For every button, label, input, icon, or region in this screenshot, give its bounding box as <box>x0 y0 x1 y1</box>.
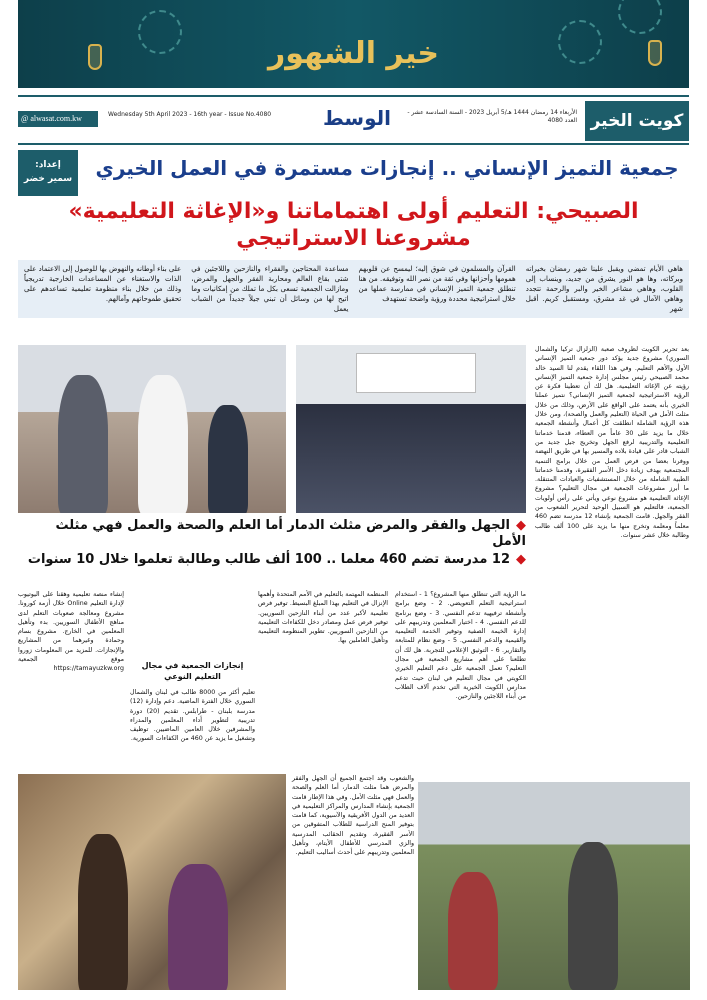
photo-officials-with-children <box>18 345 286 513</box>
intro-paragraph: على بناء أوطانه والنهوض بها للوصول إلى الاعتماد على الذات والاستغناء عن المساعدات الخارجية تدريجياً وذلك من خلال بناء منظومة تعليمية تساعدهم على تحقيق طموحاتهم وآمالهم. <box>24 265 182 303</box>
banner-title: خير الشهور <box>268 36 439 71</box>
intro-paragraph: القرآن والمسلمون في شوق إليه؛ ليمسح عن قلوبهم همومها وأحزانها وفي ثقة من نصر الله وتوفيقه. من هنا تنطلق جمعية التميز الإنساني في ممارسة عملها من خلال استراتيجية محددة ورؤية واضحة تستهدف <box>358 265 516 303</box>
intro-box <box>18 260 689 318</box>
diamond-bullet-icon: ◆ <box>516 552 526 567</box>
photo-children-planting <box>418 782 690 990</box>
photo-african-children <box>18 774 286 990</box>
date-english: Wednesday 5th April 2023 - 16th year - Issue No.4080 <box>108 111 272 118</box>
section-title: كويت الخير <box>585 101 689 141</box>
article-column: تعليم أكثر من 8000 طالب في لبنان والشمال السوري خلال الفترة الماضية. دعم وإدارة (12) مدرسة بلبنان - طرابلس. تقديم (20) دورة تدريبية لتطوير أداء المعلمين والمدراء والمشرفين خلال العامين الماضيين. توظيف وتشغيل ما يزيد عن 460 من الكفاءات السورية. <box>130 689 255 743</box>
main-headline: الصبيحي: التعليم أولى اهتماماتنا و«الإغاثة التعليمية» مشروعنا الاستراتيجي <box>68 199 639 251</box>
article-column: إنشاء منصة تعليمية وهقنا على اليوتيوب لإدارة التعليم Online خلال أزمة كورونا. مشروع ومعالجة صعوبات التعلم لدى مناهج الأطفال السوريين. بدء وتأهيل المعلمين في الخارج. مشروع بسام وحمادة وغيرهما من المشاريع والإنجازات. للمزيد من المعلومات زوروا موقع الجمعية https://tamayuzkw.org <box>18 591 124 673</box>
website-text: alwasat.com.kw <box>30 114 82 123</box>
article-column-right: بعد تحرير الكويت لظروف صعبة (الزلزال تركيا والشمال السوري) مشروع جديد يؤكد دور جمعية التميز الإنساني الأول والأهم التعليم. وفي هذا اللقاء يقدم لنا السيد خالد محمد الصبيحي رئيس مجلس إدارة جمعية التميز الإنساني رؤيته عن الإغاثة التعليمية. هل لك أن تعطينا فكرة عن الرؤية الاستراتيجية لجمعية التميز الإنساني؟ نتميز عملنا الخيري بأنه يعتمد على الواقع على الأرض، وذلك من خلال مثلث الأمل في الحياة (التعليم والعمل والصحة)، ومن خلال هذه الرؤية الشاملة انطلقت كل أعمال وأنشطة الجمعية خلال ما يزيد على 30 عاماً من العطاء، قدمنا خدماتنا التعليمية والتدريبية لرفع الجهل وتخريج جيل جديد من الشباب قادر على قيادة بلاده والمسير بها في طريق النهضة ووفرنا بعضا من فرص العمل من خلال برامج التنمية المجتمعية بهدف زيادة دخل الأسر الفقيرة، وقدمنا خدماتنا الطبية الشاملة من خلال المستشفيات والعيادات المتنقلة. ما أبرز مشروعات الجمعية في مجال التعليم؟ مشروع الإغاثة التعليمية هو مشروع نوعي ويأتي على رأس أولويات الجمعية، فالتعليم هو السبيل الوحيد لتحرير الشعوب من الفقر والجهل. قامت الجمعية بإنشاء 12 مدرسة تضم 460 معلماً ومعلمة وتخرج منها ما يزيد على 100 ألف طالب وطالبة خلال عشر سنوات. <box>535 346 690 539</box>
highlight-bullet: ◆الجهل والفقر والمرض مثلث الدمار أما العلم والصحة والعمل فهي مثلث الأمل <box>55 518 526 549</box>
byline-author: سمير خضر <box>23 174 73 184</box>
intro-paragraph: هاهي الأيام تمضي ويقبل علينا شهر رمضان بخيراته وبركاته، وها هو النور يشرق من جديد، وينساب إلى القلوب، وهاهي مشاعر الخير والبر والرحمة تتجدد وهاهي الآمال في غد مشرق، ومستقبل كريم. أقبل شهر <box>525 265 683 313</box>
article-column: المنظمة المهتمة بالتعليم في الأمم المتحدة وأهمها الإنزال في التعليم بهذا المبلغ البسيط. توفير فرص تعليمية لأكبر عدد من أبناء النازحين السوريين. توفير فرص عمل ومصادر دخل للكفاءات التعليمية من النازحين السوريين. تطوير المنظومة التعليمية وتأهيل العاملين بها. <box>258 591 388 645</box>
intro-paragraph: مساعدة المحتاجين والفقراء والنازحين واللاجئين في شتى بقاع العالم ومحاربة الفقر والجهل والمرض، ومازالت الجمعية تسعى بكل ما تملك من إمكانيات وما اتيح لها من وسائل أن تبني جيلاً جديداً من الشباب يعمل <box>191 265 349 313</box>
diamond-bullet-icon: ◆ <box>516 518 526 533</box>
ramadan-banner <box>18 0 689 88</box>
byline <box>18 150 78 196</box>
article-column: والشعوب وقد اجتمع الجميع أن الجهل والفقر والمرض هما مثلث الدمار، أما العلم والصحة والعمل فهي مثلث الأمل. وفي هذا الإطار قامت الجمعية بإنشاء المدارس والمراكز التعليمية في العديد من الدول الأفريقية والآسيوية، كما قامت بتوفير المنح الدراسية للطلاب المتفوقين من الأسر الفقيرة، وتقديم الحقائب المدرسية والزي المدرسي للأطفال الأيتام، وتأهيل المعلمين وتدريبهم على أحدث أساليب التعليم. <box>292 775 414 857</box>
photo-classroom-students <box>296 345 526 513</box>
byline-label: إعداد: <box>35 160 61 170</box>
highlight-bullet: ◆12 مدرسة تضم 460 معلما .. 100 ألف طالب وطالبة تعلموا خلال 10 سنوات <box>27 552 526 567</box>
article-column: ما الرؤية التي تنطلق منها المشروع؟ 1 - استخدام استراتيجية التعلم التعويضي. 2 - وضع برامج وأنشطة ترفيهية تدعم النفسي. 3 - وضع برنامج للدعم النفسي. 4 - اختيار المعلمين وتدريبهم على إدارة الخيمة الصفية وتوفير الخدمة التعليمية والقيمية والدعم النفسي. 5 - وضع نظام للمتابعة والتقارير. 6 - التوثيق الإعلامي للتجربة. هل لك أن تطلعنا على أهم مشاريع الجمعية في مجال التعليم؟ تعمل الجمعية على دعم التعليم الخيري الكويتي في مجال التعليم في لبنان حيث تدعم مدارس الكويت الخيرية التي تخدم آلاف الطلاب من أبناء اللاجئين والنازحين. <box>395 591 526 701</box>
ornament-icon <box>618 0 662 34</box>
newspaper-logo: الوسط <box>323 106 391 130</box>
website-link[interactable]: @ alwasat.com.kw <box>18 111 98 127</box>
page-header <box>18 95 689 145</box>
kicker-headline: جمعية التميز الإنساني .. إنجازات مستمرة في العمل الخيري <box>95 156 679 180</box>
subheading: إنجازات الجمعية في مجال التعليم النوعي <box>141 661 244 681</box>
date-arabic: الأربعاء 14 رمضان 1444 هـ/5 أبريل 2023 - السنة السادسة عشر - العدد 4080 <box>407 109 577 124</box>
